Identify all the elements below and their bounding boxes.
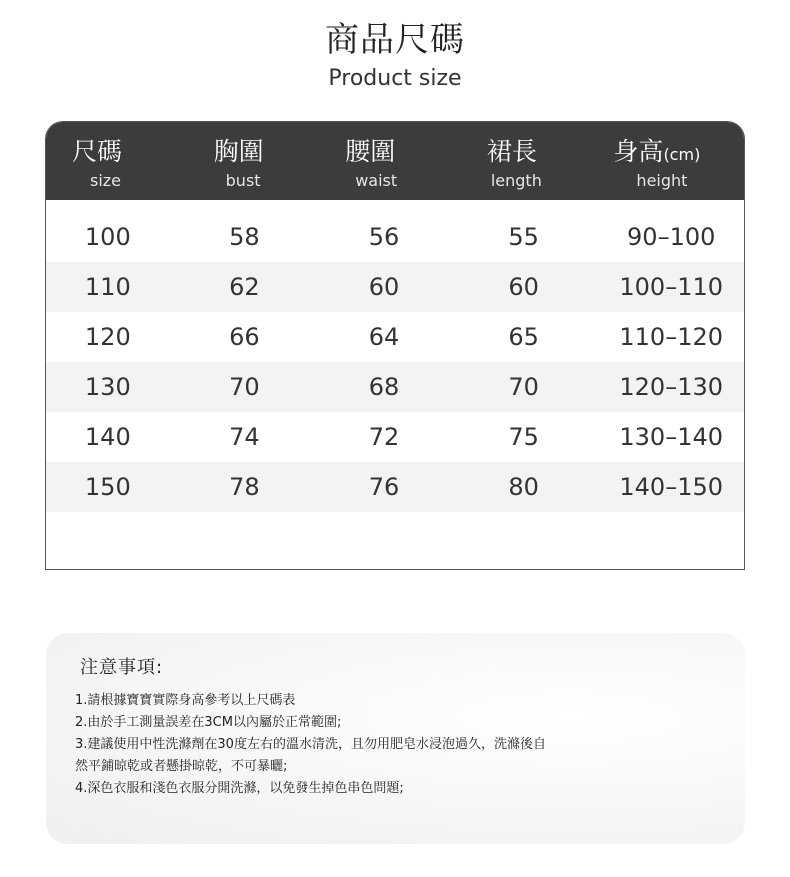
cell-size: 150 bbox=[84, 473, 131, 501]
table-body bbox=[46, 212, 744, 512]
header-size bbox=[46, 122, 170, 200]
cell-length: 65 bbox=[508, 323, 539, 351]
table-row bbox=[46, 212, 744, 262]
cell-bust: 62 bbox=[229, 273, 260, 301]
cell-height: 90–100 bbox=[627, 223, 716, 251]
cell-length: 70 bbox=[508, 373, 539, 401]
cell-length: 80 bbox=[508, 473, 539, 501]
header-length bbox=[449, 122, 599, 200]
table-row bbox=[46, 312, 744, 362]
header-label-zh: 尺碼 bbox=[72, 137, 123, 166]
cell-height: 100–110 bbox=[619, 273, 724, 301]
notes-title: 注意事項: bbox=[80, 657, 164, 678]
cell-height: 120–130 bbox=[619, 373, 724, 401]
notes-panel bbox=[46, 633, 745, 844]
cell-size: 110 bbox=[84, 273, 131, 301]
cell-length: 75 bbox=[508, 423, 539, 451]
note-line: 2.由於手工測量誤差在3CM以內屬於正常範圍; bbox=[75, 715, 342, 730]
cell-waist: 68 bbox=[368, 373, 400, 401]
cell-height: 110–120 bbox=[619, 323, 724, 351]
header-label-en: waist bbox=[355, 171, 398, 190]
cell-bust: 66 bbox=[229, 323, 260, 351]
cell-size: 120 bbox=[84, 323, 131, 351]
cell-bust: 74 bbox=[229, 423, 260, 451]
table-row bbox=[46, 362, 744, 412]
cell-size: 130 bbox=[84, 373, 131, 401]
header-label-zh: 裙長 bbox=[486, 137, 537, 166]
cell-waist: 64 bbox=[368, 323, 400, 351]
cell-size: 140 bbox=[84, 423, 131, 451]
note-line: 1.請根據寶寶實際身高參考以上尺碼表 bbox=[75, 693, 296, 708]
header-label-en: length bbox=[490, 171, 542, 190]
table-row bbox=[46, 262, 744, 312]
note-line: 3.建議使用中性洗滌劑在30度左右的溫水清洗，且勿用肥皂水浸泡過久，洗滌後自 bbox=[75, 737, 546, 752]
header-label-zh: 腰圍 bbox=[345, 137, 396, 166]
table-header bbox=[46, 122, 744, 200]
cell-height: 140–150 bbox=[619, 473, 724, 501]
note-line: 4.深色衣服和淺色衣服分開洗滌，以免發生掉色串色問題; bbox=[75, 781, 404, 796]
header-label-en: height bbox=[636, 171, 688, 190]
page-title-block bbox=[0, 18, 790, 94]
header-label-zh-text: 身高 bbox=[613, 137, 664, 166]
cell-waist: 72 bbox=[368, 423, 400, 451]
cell-length: 55 bbox=[508, 223, 539, 251]
note-line: 然平鋪晾乾或者懸掛晾乾，不可暴曬; bbox=[75, 759, 288, 774]
cell-bust: 78 bbox=[229, 473, 260, 501]
cell-waist: 56 bbox=[368, 223, 400, 251]
notes-list bbox=[75, 690, 715, 800]
header-label-en: size bbox=[90, 171, 122, 190]
header-unit: (cm) bbox=[663, 145, 701, 164]
header-label-zh: 胸圍 bbox=[213, 137, 264, 166]
cell-waist: 76 bbox=[368, 473, 400, 501]
cell-height: 130–140 bbox=[619, 423, 724, 451]
cell-size: 100 bbox=[84, 223, 131, 251]
cell-bust: 70 bbox=[229, 373, 260, 401]
page-subtitle: Product size bbox=[328, 66, 462, 91]
header-height bbox=[598, 122, 744, 200]
header-waist bbox=[319, 122, 449, 200]
header-label-en: bust bbox=[225, 171, 261, 190]
cell-bust: 58 bbox=[229, 223, 260, 251]
header-label-zh bbox=[613, 136, 700, 171]
table-row bbox=[46, 412, 744, 462]
table-row bbox=[46, 462, 744, 512]
header-bust bbox=[170, 122, 320, 200]
size-table bbox=[45, 121, 745, 570]
cell-length: 60 bbox=[508, 273, 539, 301]
cell-waist: 60 bbox=[368, 273, 400, 301]
page-title: 商品尺碼 bbox=[325, 20, 465, 60]
